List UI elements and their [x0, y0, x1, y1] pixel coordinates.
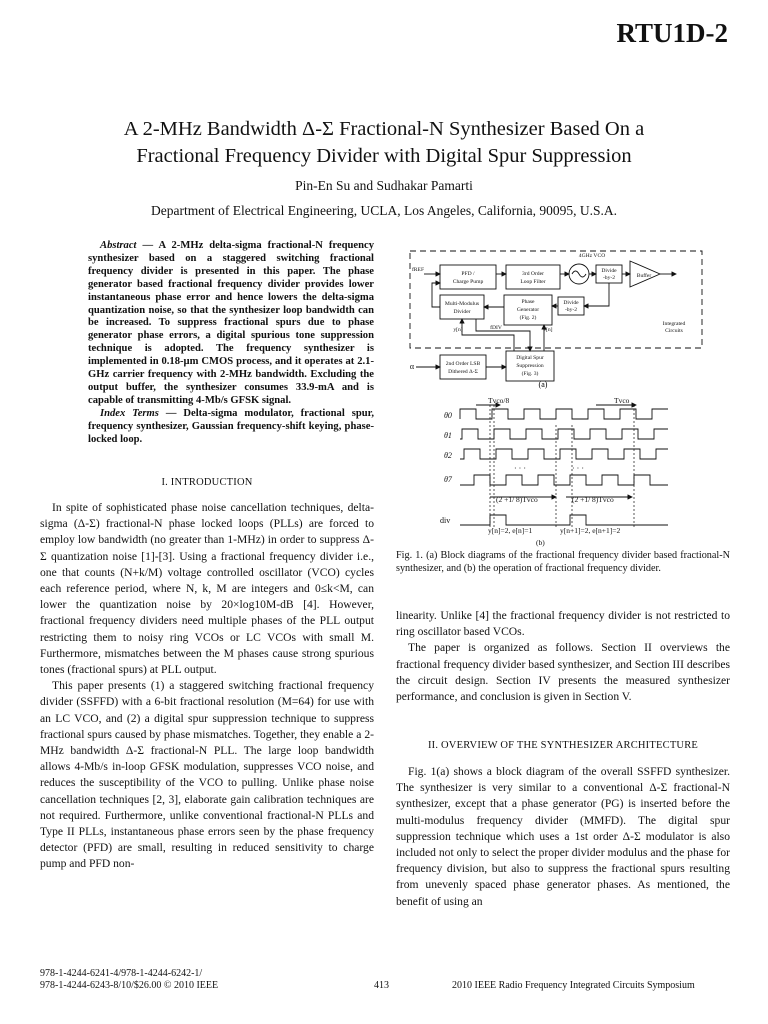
pfd-charge-pump-block: [440, 265, 496, 289]
mmd-label-2: Divider: [453, 309, 471, 315]
theta1-label: θ1: [444, 431, 452, 440]
index-terms-text: — Delta-sigma modulator, fractional spur, frequency synthesizer, Gaussian frequency-shift keying, phase-locked loop.: [88, 407, 374, 445]
divide-a-label-1: Divide: [601, 268, 617, 274]
theta1-waveform: [460, 429, 668, 439]
vco-label: 4GHz VCO: [578, 253, 606, 259]
dss-label-3: (Fig. 3): [521, 371, 539, 377]
right-paragraph-2: The paper is organized as follows. Section II overviews the fractional frequency divider based synthesizer, and Section III describes the circuit design. Section IV presents the measured synthesizer performance, and conclusion is given in Section V.: [396, 641, 731, 704]
page-number: 413: [374, 980, 389, 991]
right-paragraph-1: linearity. Unlike [4] the fractional frequency divider is not restricted to ring oscillator based VCOs.: [396, 609, 730, 639]
right-column-overview: [396, 764, 730, 910]
integrated-label-2: Circuits: [665, 328, 683, 334]
abstract: [88, 240, 374, 447]
intro-paragraph-1: In spite of sophisticated phase noise cancellation techniques, delta-sigma (Δ-Σ) fractional-N phase locked loops (PLLs) are forced to employ low bandwidth (no greater than 1-MHz) in order to suppress Δ-Σ quantization noise [1]-[3]. Using a fractional frequency divider i.e., one that counts (N+k/M) voltage controlled oscillator (VCO) cycles each reference period, where N, k, M are integers and 0≤k<M, can lower the quantization noise by 20×log10M-dB [4]. However, fractional frequency dividers need multiple phases of the PLL output restricting them to noisy ring VCOs or LC VCOs with small M. Furthermore, mismatches between the M phases cause strong spurious tones (fractional spurs) at PLL output.: [40, 501, 374, 677]
divide-b-label-2: -by-2: [564, 307, 578, 313]
loop-filter-label-2: Loop Filter: [520, 279, 546, 285]
title-line-1: A 2-MHz Bandwidth Δ-Σ Fractional-N Synthesizer Based On a: [123, 118, 645, 140]
buffer-label: Buffer: [636, 273, 652, 279]
div-label: div: [440, 516, 451, 525]
index-terms-label: Index Terms: [100, 407, 159, 419]
dss-label-2: Suppression: [516, 363, 544, 369]
divide-b-label-1: Divide: [563, 300, 579, 306]
theta0-waveform: [460, 409, 668, 419]
lsb-dither-block: [440, 355, 486, 379]
pg-label-2: Generator: [516, 307, 540, 313]
multi-modulus-divider-block: [440, 295, 484, 319]
pfd-label-1: PFD /: [461, 271, 475, 277]
pg-label-3: (Fig. 2): [519, 315, 537, 321]
period-1-label: (2 +1/ 8)Tvco: [496, 495, 538, 504]
footer-isbn-line-2: 978-1-4244-6243-8/10/$26.00 © 2010 IEEE: [40, 980, 219, 991]
introduction-body: [40, 500, 374, 873]
section-heading-overview: II. OVERVIEW OF THE SYNTHESIZER ARCHITECTURE: [427, 740, 699, 751]
state-2-label: y[n+1]=2, e[n+1]=2: [560, 526, 621, 535]
ellipsis-1: · · ·: [514, 464, 526, 473]
tvco-label: Tvco: [614, 396, 630, 405]
figure-1-caption: Fig. 1. (a) Block diagrams of the fractional frequency divider based fractional-N synthesizer, and (b) the operation of fractional frequency divider.: [396, 550, 730, 574]
yn-label: y[n]: [453, 327, 463, 333]
subfigure-b-label: (b): [536, 538, 545, 547]
period-2-label: (2 +1/ 8)Tvco: [572, 495, 614, 504]
en-label: e[n]: [543, 327, 553, 333]
loop-filter-block: [506, 265, 560, 289]
authors: Pin-En Su and Sudhakar Pamarti: [295, 178, 473, 193]
theta2-waveform: [460, 449, 668, 459]
right-paragraph-3: Fig. 1(a) shows a block diagram of the overall SSFFD synthesizer. The synthesizer is very similar to a conventional Δ-Σ fractional-N synthesizer, except that a phase generator (PG) is inserted before the multi-modulus frequency divider (MMFD). The digital spur suppression technique which uses a 1st order Δ-Σ modulator is also included not only to select the proper divider modulus and the phase for frequency division, but also to suppress the fractional spurs resulting from unevenly spaced phase generator phases. As mentioned, the benefit of using an: [396, 765, 730, 908]
abstract-text: — A 2-MHz delta-sigma fractional-N frequency synthesizer based on a staggered switching fractional frequency divider is presented in this paper. The phase generator based fractional frequency divider provides lower instantaneous phase error and hence lowers the delta-sigma quantization noise, so that the synthesizer loop bandwidth can be increased. To suppress fractional spurs due to phase generator phase errors, a digital spurious tone suppression technique is adopted. The frequency synthesizer is implemented in 0.18-µm CMOS process, and it operates at 2.1-GHz carrier frequency with 2-MHz bandwidth. Excluding the output buffer, the synthesizer consumes 33.9-mA and is capable of transmitting 4-Mb/s GFSK signal.: [88, 240, 374, 406]
integrated-circuits-boundary: [410, 251, 702, 348]
abstract-label: Abstract: [100, 240, 137, 251]
pfd-label-2: Charge Pump: [452, 279, 484, 285]
section-heading-introduction: I. INTRODUCTION: [161, 477, 253, 488]
footer-conference: 2010 IEEE Radio Frequency Integrated Circuits Symposium: [452, 980, 695, 991]
mmd-label-1: Multi-Modulus: [444, 301, 480, 307]
affiliation: Department of Electrical Engineering, UCLA, Los Angeles, California, 90095, U.S.A.: [150, 203, 617, 218]
footer-isbn: [40, 968, 218, 992]
title-line-2: Fractional Frequency Divider with Digital Spur Suppression: [136, 145, 632, 167]
figure-1: [396, 245, 730, 547]
subfigure-a-label: (a): [538, 380, 548, 389]
loop-filter-label-1: 3rd Order: [522, 271, 544, 277]
divide-a-label-2: -by-2: [602, 275, 616, 281]
div-waveform: [460, 515, 668, 525]
theta0-label: θ0: [444, 411, 452, 420]
paper-title: [40, 116, 728, 170]
lsb-label-1: 2nd Order LSB: [445, 361, 481, 367]
integrated-label-1: Integrated: [662, 321, 686, 327]
pg-label-1: Phase: [521, 299, 535, 305]
dss-label-1: Digital Spur: [516, 355, 544, 361]
paper-id: RTU1D-2: [616, 18, 728, 48]
state-1-label: y[n]=2, e[n]=1: [488, 526, 533, 535]
tvco8-label: Tvco/8: [488, 396, 510, 405]
ellipsis-2: · · ·: [572, 464, 584, 473]
theta7-waveform: [460, 475, 668, 485]
fref-label: fREF: [411, 267, 425, 273]
footer-isbn-line-1: 978-1-4244-6241-4/978-1-4244-6242-1/: [40, 968, 203, 979]
theta7-label: θ7: [444, 475, 452, 484]
intro-paragraph-2: This paper presents (1) a staggered switching fractional frequency divider (SSFFD) with a 6-bit fractional resolution (M=64) for use with an LC VCO, and (2) a digital spur suppression technique to suppress fractional spurs caused by phase mismatches. Together, they enable a 2-MHz bandwidth Δ-Σ fractional-N PLL. The large loop bandwidth allows 4-Mb/s in-loop GFSK modulation, suppresses VCO noise, and reduces the susceptibility of the VCO to pulling. Unlike phase noise cancellation techniques [2, 3], elaborate gain calibration techniques are not required. Furthermore, unlike conventional fractional-N PLLs and Type II PLLs, instantaneous phase errors seen by the phase frequency detector (PFD) are small, resulting in reduced sensitivity to charge pump and PFD non-: [40, 679, 374, 871]
lsb-label-2: Dithered Δ-Σ: [448, 369, 478, 375]
alpha-label: α: [409, 362, 415, 371]
right-column-top: [396, 608, 730, 705]
fdiv-label: fDIV: [490, 325, 502, 331]
theta2-label: θ2: [444, 451, 452, 460]
